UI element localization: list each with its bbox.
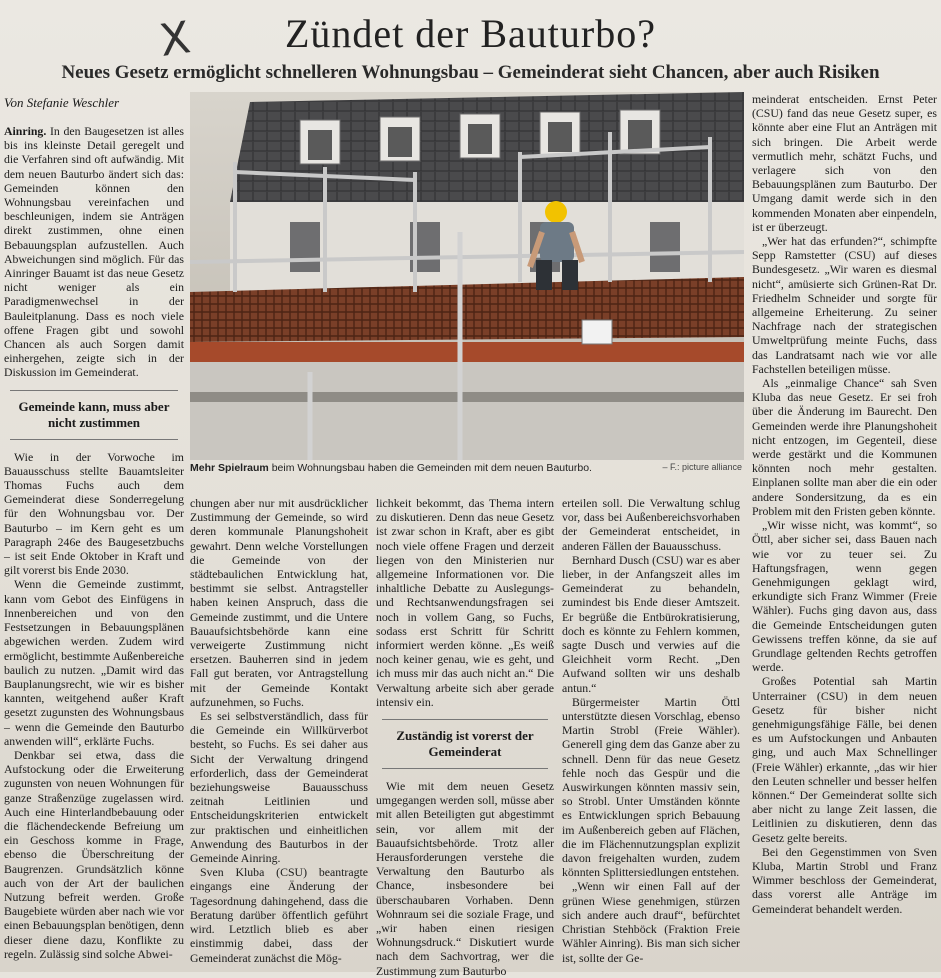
handwritten-x-mark: X [156, 12, 194, 67]
caption-text: beim Wohnungsbau haben die Gemeinden mit dem neuen Bauturbo. [268, 462, 592, 474]
construction-photo-illustration [190, 92, 744, 460]
paragraph: Bürgermeister Martin Öttl unterstützte diesen Vorschlag, ebenso Martin Strobl (Freie Wähler). Generell ging dem das Ganze aber zu schnell. Denn für das neue Gesetz fehle noch das Gespür und die Auswirkungen könnten massiv sein, so Strobl. Unter Umständen könnte es Entwicklungen sprich Bebauung im Außenbereich geben auf Flächen, die im Flächennutzungsplan explizit davon freigehalten wurden, zudem könnten Splittersiedlungen entstehen. [562, 694, 740, 880]
column-3 [376, 496, 554, 978]
paragraph: Es sei selbstverständlich, dass für die Gemeinde ein Willkürverbot besteht, so Fuchs. Es sei daher aus Sicht der Verwaltung dringend erforderlich, dass der Gemeinderat beziehungsweise Bauausschuss zeitnah Leitlinien und Entscheidungskriterien entwickelt zur praktischen und einheitlichen Anwendung des Bauturbos in der Gemeinde Ainring. [190, 709, 368, 866]
subheadline: Neues Gesetz ermöglicht schnelleren Wohnungsbau – Gemeinderat sieht Chancen, aber auch Risiken [61, 62, 880, 83]
subtitle-2: Zuständig ist vorerst der Gemeinderat [382, 719, 548, 769]
column-1 [4, 124, 184, 970]
paragraph: meinderat entscheiden. Ernst Peter (CSU) fand das neue Gesetz super, es könnte aber eine Flut an Anträgen mit sich bringen. Die Arbeit werde vermutlich mehr, schätzt Fuchs, und verlagere sich von den Bebauungsplänen zum Bauturbo. Der Umgang damit werde sich in den kommenden Monaten aber einpendeln, ist er überzeugt. [752, 92, 937, 234]
paragraph: Als „einmalige Chance“ sah Sven Kluba das neue Gesetz. Er sei froh über die Änderung im Baurecht. Den Gemeinden werde ihre Planungshoheit nicht entzogen, im Gegenteil, diese werde gestärkt und die Kommunen könnten noch mehr gestalten. Einplanen sollte man aber die ein oder andere Sondersitzung, da es ein Problem mit den Fristen geben könnte. [752, 376, 937, 518]
paragraph: Großes Potential sah Martin Unterrainer (CSU) in dem neuen Gesetz für bisher nicht genehmigungsfähige Fälle, bei denen es um Aufstockungen und Anbauten ging, und auch Max Schnellinger (Freie Wähler) erkannte, „das wir hier den Leuten schneller und besser helfen können.“ Der Gemeinderat sollte sich aber nicht zu lange Zeit lassen, die Leitlinien zu diskutieren, denn das Gesetz gelte bereits. [752, 674, 937, 845]
column-5 [752, 92, 937, 970]
paragraph: „Wer hat das erfunden?“, schimpfte Sepp Ramstetter (CSU) auf dieses Bundesgesetz. „Wir waren es diesmal nicht“, amüsierte sich Grünen-Rat Dr. Friedhelm Schneider und sorgte für allgemeine Erheiterung. Zu seiner Nachfrage nach der strategischen Umweltprüfung meinte Fuchs, dass das Landratsamt nach wie vor alle Fachstellen beteiligen müsse. [752, 234, 937, 376]
paragraph: lichkeit bekommt, das Thema intern zu diskutieren. Denn das neue Gesetz ist zwar schon in Kraft, aber es gibt noch viele offene Fragen und derzeit liegen von den Ministerien nur allgemeine Informationen vor. Die inhaltliche Debatte zu Auslegungs- und Rechtsanwendungsfragen sei noch in vollem Gang, so Fuchs, sodass erst Schritt für Schritt informiert werden könne. „Es weiß noch keiner genau, wie es geht, und ich muss mir das auch nicht an.“ Die Verwaltung arbeite sich aber gerade intensiv ein. [376, 496, 554, 709]
caption-bold: Mehr Spielraum [190, 462, 269, 474]
headline: Zündet der Bauturbo? [285, 11, 656, 56]
paragraph: Sven Kluba (CSU) beantragte eingangs eine Änderung der Tagesordnung dahingehend, dass die Beratung darüber öffentlich geführt wird. Letztlich blieb es aber einstimmig dabei, dass der Gemeinderat zunächst die Mög- [190, 865, 368, 965]
paragraph: Bei den Gegenstimmen von Sven Kluba, Martin Strobl und Franz Wimmer beschloss der Gemeinderat, dass vorerst alle Anträge im Gemeinderat behandelt werden. [752, 844, 937, 916]
subtitle-1: Gemeinde kann, muss aber nicht zustimmen [10, 390, 178, 440]
paragraph: Bernhard Dusch (CSU) war es aber lieber, in der Anfangszeit alles im Gemeinderat zu behandeln, zumindest bis Ende dieser Amtszeit. Er begrüße die Entbürokratisierung, doch es könnte zu Fehlern kommen, sagte Dusch und verwies auf die Gleichheit vorm Recht. „Den Aufwand sollten wir uns deshalb antun.“ [562, 552, 740, 695]
construction-photo [190, 92, 744, 460]
paragraph: chungen aber nur mit ausdrücklicher Zustimmung der Gemeinde, so wird deren kommunale Planungshoheit gewahrt. Denn welche Vorstellungen die Gemeinde von der städtebaulichen Entwicklung hat, bestimmt sie selbst. Antragsteller haben keinen Anspruch, dass die Gemeinde zustimmt, und die Untere Bauaufsichtsbehörde kann eine verweigerte Zustimmung nicht ersetzen. Bauherren sind in jedem Fall gut beraten, vor Antragstellung mit der Gemeinde Kontakt aufzunehmen, so Fuchs. [190, 496, 368, 709]
column-2 [190, 496, 368, 970]
photo-caption [190, 462, 744, 474]
lead-paragraph: Ainring. In den Baugesetzen ist alles bis ins kleinste Detail geregelt und die Verfahren sind oft aufwändig. Mit dem neuen Bauturbo ändert sich das: Gemeinden können den Wohnungsbau vereinfachen und beschleunigen, indem sie Anträgen direkt zustimmen, ohne einen Bebauungsplan aufzustellen. Auch Abweichungen sind möglich. Für das Ainringer Bauamt ist das neue Gesetz nicht weniger als ein Paradigmenwechsel in der Bauleitplanung. Dass es noch viele offene Fragen gibt und sowohl Chancen als auch Sorgen damit einhergehen, zeigte sich in der Diskussion im Gemeinderat. [4, 124, 184, 380]
column-4 [562, 496, 740, 970]
dateline: Ainring. [4, 124, 47, 138]
byline: Von Stefanie Weschler [4, 95, 120, 110]
paragraph: Wie mit dem neuen Gesetz umgegangen werden soll, müsse aber mit allen Beteiligten gut abgestimmt sein, vor allem mit der Bauaufsichtsbehörde. Trotz aller Herausforderungen verstehe die Verwaltung den Bauturbo als Chance, insbesondere bei überschaubaren Vorhaben. Denn Wohnraum sei die soziale Frage, und „wir haben einen riesigen Wohnungsdruck.“ Diskutiert wurde nach dem Sachvortrag, wer die Zustimmung zum Bauturbo [376, 779, 554, 978]
paragraph: Wie in der Vorwoche im Bauausschuss stellte Bauamtsleiter Thomas Fuchs auch dem Gemeinderat diese Sonderregelung für den Wohnungsbau vor. Der Bauturbo – im Kern geht es um Paragraph 246e des Baugesetzbuchs – ist seit Ende Oktober in Kraft und gilt vorerst bis Ende 2030. [4, 449, 184, 578]
paragraph: Denkbar sei etwa, dass die Aufstockung oder die Erweiterung zugunsten von neuen Wohnungen für ganze Straßenzüge zugelassen wird. Auch eine Hinterlandbebauung oder die flächendeckende Befreiung um ein Geschoss komme in Frage, ebenso die Überschreitung der Baugrenzen. Grundsätzlich könne auch von der Art der baulichen Nutzung befreit werden. Große Baugebiete würden aber nach wie vor einen Bebauungsplan benötigen, denn dieser diene dazu, Konflikte zu regeln. Zulässig sind solche Abwei- [4, 747, 184, 961]
photo-credit: – F.: picture alliance [662, 462, 742, 472]
paragraph: Wenn die Gemeinde zustimmt, kann vom Gebot des Einfügens in Innenbereichen und von den Festsetzungen in Bebauungsplänen abgewichen werden. Zudem wird ermöglicht, bestimmte Außenbereiche baulich zu nutzen. „Damit wird das Bauplanungsrecht, wie wir es bisher kannten, weitgehend außer Kraft gesetzt zugunsten des Wohnungsbaus – wenn die Gemeinde den Bauturbo anwenden will“, erklärte Fuchs. [4, 577, 184, 748]
paragraph: erteilen soll. Die Verwaltung schlug vor, dass bei Außenbereichsvorhaben der Gemeinderat entscheidet, in anderen Fällen der Bauausschuss. [562, 496, 740, 553]
paragraph: „Wenn wir einen Fall auf der grünen Wiese genehmigen, stürzen sich andere auch drauf“, befürchtet Christian Stehböck (Fraktion Freie Wähler Ainring). Bis man sich sicher ist, sollte der Ge- [562, 879, 740, 965]
paragraph: „Wir wisse nicht, was kommt“, so Öttl, aber sicher sei, dass Bauen nach wie vor zu teuer sei. Zu Haftungsfragen, wenn gegen Genehmigungen geklagt wird, erkundigte sich Franz Wimmer (Freie Wähler). Fuchs ging davon aus, dass die Gemeinde Entscheidungen guten Gewissens treffen könne, da sie auf Grundlage geltenden Rechts getroffen werde. [752, 518, 937, 675]
